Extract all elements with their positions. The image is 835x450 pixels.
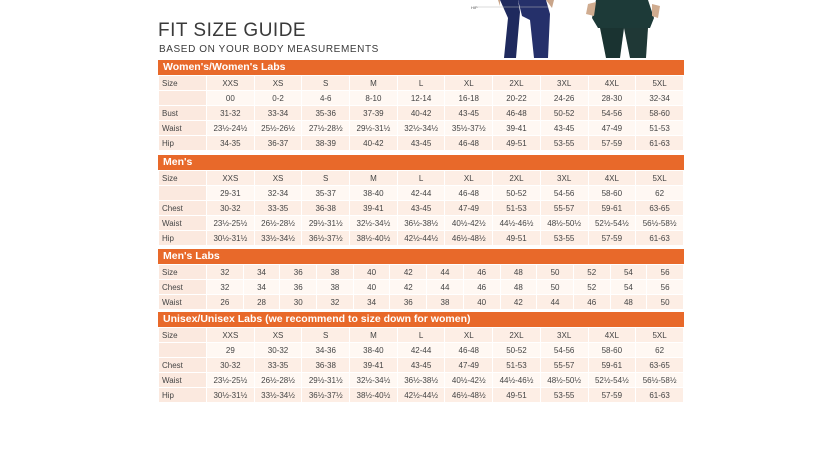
- row-label: Waist: [159, 121, 207, 136]
- table-cell: 51-53: [493, 358, 541, 373]
- table-cell: 42-44: [397, 343, 445, 358]
- row-label: Bust: [159, 106, 207, 121]
- table-cell: 56: [647, 280, 684, 295]
- table-cell: 53-55: [540, 231, 588, 246]
- row-label: Waist: [159, 216, 207, 231]
- table-cell: 56: [647, 265, 684, 280]
- table-cell: L: [397, 171, 445, 186]
- table-cell: 50: [537, 265, 574, 280]
- table-cell: 43-45: [397, 358, 445, 373]
- table-cell: 12-14: [397, 91, 445, 106]
- table-cell: 47-49: [445, 201, 493, 216]
- table-cell: 38½-40½: [350, 388, 398, 403]
- section-unisex: [158, 312, 684, 403]
- table-cell: 42-44: [397, 186, 445, 201]
- table-cell: 30½-31½: [207, 231, 255, 246]
- table-cell: 52½-54½: [588, 373, 636, 388]
- table-row: [159, 231, 684, 246]
- table-cell: 46-48: [445, 136, 493, 151]
- table-cell: 56½-58½: [636, 216, 684, 231]
- table-cell: 36-37: [254, 136, 302, 151]
- table-cell: 29-31: [207, 186, 255, 201]
- page-subtitle: BASED ON YOUR BODY MEASUREMENTS: [159, 44, 379, 55]
- table-cell: 32: [317, 295, 354, 310]
- table-cell: 58-60: [588, 186, 636, 201]
- table-cell: 43-45: [540, 121, 588, 136]
- row-label: Hip: [159, 136, 207, 151]
- row-label: Chest: [159, 201, 207, 216]
- table-cell: 34-36: [302, 343, 350, 358]
- table-cell: S: [302, 76, 350, 91]
- table-cell: 32-34: [636, 91, 684, 106]
- table-cell: 54-56: [540, 186, 588, 201]
- table-cell: 3XL: [540, 328, 588, 343]
- section-mens: [158, 155, 684, 246]
- table-cell: 39-41: [350, 201, 398, 216]
- row-label: Chest: [159, 280, 207, 295]
- section-banner: Men's Labs: [158, 249, 684, 264]
- table-cell: 50-52: [493, 186, 541, 201]
- table-cell: 30-32: [254, 343, 302, 358]
- table-cell: 61-63: [636, 388, 684, 403]
- table-cell: 44½-46½: [493, 216, 541, 231]
- size-table: [158, 75, 684, 151]
- row-label: Hip: [159, 388, 207, 403]
- table-cell: 34: [243, 265, 280, 280]
- table-cell: S: [302, 328, 350, 343]
- table-cell: 40½-42½: [445, 216, 493, 231]
- table-cell: 36: [280, 265, 317, 280]
- table-row: [159, 343, 684, 358]
- table-row: [159, 295, 684, 310]
- size-table: [158, 264, 684, 310]
- table-cell: 36-38: [302, 358, 350, 373]
- table-cell: 62: [636, 343, 684, 358]
- row-label: Waist: [159, 295, 207, 310]
- table-cell: 23½-25½: [207, 373, 255, 388]
- table-cell: 36½-38½: [397, 373, 445, 388]
- table-row: [159, 328, 684, 343]
- table-cell: 3XL: [540, 171, 588, 186]
- table-cell: 43-45: [397, 201, 445, 216]
- table-cell: 53-55: [540, 388, 588, 403]
- table-cell: 54-56: [588, 106, 636, 121]
- table-cell: 38: [317, 265, 354, 280]
- table-cell: 55-57: [540, 201, 588, 216]
- table-cell: 30½-31½: [207, 388, 255, 403]
- hip-marker-label: HIP: [471, 5, 478, 10]
- table-cell: 49-51: [493, 136, 541, 151]
- table-cell: M: [350, 328, 398, 343]
- table-cell: 58-60: [636, 106, 684, 121]
- page-title: FIT SIZE GUIDE: [158, 20, 307, 41]
- table-cell: 38: [317, 280, 354, 295]
- table-cell: XS: [254, 171, 302, 186]
- table-row: [159, 373, 684, 388]
- row-label: [159, 186, 207, 201]
- table-cell: 33½-34½: [254, 231, 302, 246]
- row-label: Waist: [159, 373, 207, 388]
- table-cell: 40: [463, 295, 500, 310]
- table-cell: 2XL: [493, 76, 541, 91]
- table-cell: 30-32: [207, 358, 255, 373]
- section-mens-labs: [158, 249, 684, 310]
- table-cell: 57-59: [588, 231, 636, 246]
- table-cell: 61-63: [636, 136, 684, 151]
- table-cell: M: [350, 76, 398, 91]
- table-cell: 40½-42½: [445, 373, 493, 388]
- size-table: [158, 170, 684, 246]
- row-label: Size: [159, 171, 207, 186]
- table-cell: 42: [390, 265, 427, 280]
- table-cell: 46½-48½: [445, 231, 493, 246]
- table-cell: 27½-28½: [302, 121, 350, 136]
- table-cell: 52: [573, 280, 610, 295]
- table-cell: 4XL: [588, 76, 636, 91]
- table-cell: 2XL: [493, 171, 541, 186]
- table-cell: 58-60: [588, 343, 636, 358]
- table-cell: 46½-48½: [445, 388, 493, 403]
- table-cell: 26½-28½: [254, 373, 302, 388]
- section-banner: Men's: [158, 155, 684, 170]
- table-cell: 43-45: [397, 136, 445, 151]
- table-cell: 0-2: [254, 91, 302, 106]
- table-cell: 46: [463, 280, 500, 295]
- table-cell: 26½-28½: [254, 216, 302, 231]
- table-cell: 32-34: [254, 186, 302, 201]
- table-cell: 48½-50½: [540, 373, 588, 388]
- table-cell: 38½-40½: [350, 231, 398, 246]
- table-cell: 52: [573, 265, 610, 280]
- table-cell: XS: [254, 76, 302, 91]
- table-cell: 54: [610, 280, 647, 295]
- table-cell: 51-53: [636, 121, 684, 136]
- table-cell: 54: [610, 265, 647, 280]
- table-row: [159, 216, 684, 231]
- table-cell: 32½-34½: [350, 216, 398, 231]
- table-cell: XL: [445, 328, 493, 343]
- table-cell: 49-51: [493, 231, 541, 246]
- table-cell: 36: [280, 280, 317, 295]
- table-cell: 44½-46½: [493, 373, 541, 388]
- table-cell: 30-32: [207, 201, 255, 216]
- table-cell: 4XL: [588, 328, 636, 343]
- table-cell: 16-18: [445, 91, 493, 106]
- table-cell: 34-35: [207, 136, 255, 151]
- table-cell: 30: [280, 295, 317, 310]
- row-label: Size: [159, 328, 207, 343]
- table-cell: 48: [500, 265, 537, 280]
- row-label: [159, 343, 207, 358]
- table-cell: 59-61: [588, 201, 636, 216]
- table-cell: 42½-44½: [397, 231, 445, 246]
- table-cell: 28-30: [588, 91, 636, 106]
- table-cell: 32: [207, 280, 244, 295]
- table-cell: 46: [573, 295, 610, 310]
- table-cell: 42½-44½: [397, 388, 445, 403]
- table-cell: 38-39: [302, 136, 350, 151]
- table-row: [159, 121, 684, 136]
- table-cell: 46: [463, 265, 500, 280]
- table-cell: 33-35: [254, 358, 302, 373]
- table-cell: 38-40: [350, 186, 398, 201]
- table-cell: 49-51: [493, 388, 541, 403]
- table-cell: L: [397, 328, 445, 343]
- table-cell: 28: [243, 295, 280, 310]
- table-cell: 50: [537, 280, 574, 295]
- table-cell: 53-55: [540, 136, 588, 151]
- table-cell: 52½-54½: [588, 216, 636, 231]
- table-cell: 34: [243, 280, 280, 295]
- table-row: [159, 358, 684, 373]
- table-cell: 31-32: [207, 106, 255, 121]
- size-table: [158, 327, 684, 403]
- table-cell: 50: [647, 295, 684, 310]
- table-cell: 51-53: [493, 201, 541, 216]
- table-cell: 00: [207, 91, 255, 106]
- table-cell: 40: [353, 280, 390, 295]
- table-cell: 48: [610, 295, 647, 310]
- table-cell: 61-63: [636, 231, 684, 246]
- table-cell: 55-57: [540, 358, 588, 373]
- table-cell: 46-48: [445, 343, 493, 358]
- table-row: [159, 171, 684, 186]
- table-cell: 29½-31½: [302, 373, 350, 388]
- table-row: [159, 91, 684, 106]
- table-cell: 63-65: [636, 358, 684, 373]
- table-cell: 46-48: [493, 106, 541, 121]
- table-cell: 40-42: [350, 136, 398, 151]
- section-womens: [158, 60, 684, 151]
- table-cell: S: [302, 171, 350, 186]
- table-row: [159, 186, 684, 201]
- table-cell: 38-40: [350, 343, 398, 358]
- table-cell: 36: [390, 295, 427, 310]
- table-cell: 56½-58½: [636, 373, 684, 388]
- table-cell: 23½-25½: [207, 216, 255, 231]
- row-label: Size: [159, 76, 207, 91]
- table-cell: 38: [427, 295, 464, 310]
- table-cell: 40: [353, 265, 390, 280]
- table-cell: XXS: [207, 76, 255, 91]
- table-cell: 4-6: [302, 91, 350, 106]
- table-cell: 26: [207, 295, 244, 310]
- table-cell: 29: [207, 343, 255, 358]
- table-cell: 57-59: [588, 388, 636, 403]
- table-cell: 5XL: [636, 76, 684, 91]
- table-cell: 29½-31½: [302, 216, 350, 231]
- table-cell: 63-65: [636, 201, 684, 216]
- table-row: [159, 201, 684, 216]
- table-cell: 39-41: [493, 121, 541, 136]
- table-cell: 2XL: [493, 328, 541, 343]
- table-cell: 35-37: [302, 186, 350, 201]
- table-cell: XL: [445, 171, 493, 186]
- section-banner: Women's/Women's Labs: [158, 60, 684, 75]
- table-cell: 36½-37½: [302, 388, 350, 403]
- table-cell: 42: [390, 280, 427, 295]
- table-cell: 44: [537, 295, 574, 310]
- table-cell: 37-39: [350, 106, 398, 121]
- table-row: [159, 136, 684, 151]
- table-cell: 33-34: [254, 106, 302, 121]
- table-cell: 57-59: [588, 136, 636, 151]
- row-label: Chest: [159, 358, 207, 373]
- table-cell: 36½-37½: [302, 231, 350, 246]
- table-cell: 32½-34½: [397, 121, 445, 136]
- table-cell: 20-22: [493, 91, 541, 106]
- table-cell: 40-42: [397, 106, 445, 121]
- table-cell: 32½-34½: [350, 373, 398, 388]
- models-photo: [478, 0, 678, 58]
- table-cell: XXS: [207, 171, 255, 186]
- table-cell: 44: [427, 280, 464, 295]
- table-row: [159, 280, 684, 295]
- table-cell: 50-52: [493, 343, 541, 358]
- table-cell: XXS: [207, 328, 255, 343]
- table-row: [159, 76, 684, 91]
- row-label: [159, 91, 207, 106]
- table-cell: 50-52: [540, 106, 588, 121]
- table-cell: 25½-26½: [254, 121, 302, 136]
- table-cell: 62: [636, 186, 684, 201]
- table-cell: 8-10: [350, 91, 398, 106]
- table-cell: M: [350, 171, 398, 186]
- table-cell: 32: [207, 265, 244, 280]
- table-cell: 46-48: [445, 186, 493, 201]
- table-cell: 47-49: [445, 358, 493, 373]
- table-cell: 36½-38½: [397, 216, 445, 231]
- table-cell: 33-35: [254, 201, 302, 216]
- table-cell: 47-49: [588, 121, 636, 136]
- table-cell: 5XL: [636, 328, 684, 343]
- table-cell: 42: [500, 295, 537, 310]
- table-cell: 44: [427, 265, 464, 280]
- table-cell: XL: [445, 76, 493, 91]
- table-cell: 24-26: [540, 91, 588, 106]
- table-cell: 29½-31½: [350, 121, 398, 136]
- table-cell: 35-36: [302, 106, 350, 121]
- table-cell: 39-41: [350, 358, 398, 373]
- table-cell: 5XL: [636, 171, 684, 186]
- table-cell: XS: [254, 328, 302, 343]
- table-cell: 36-38: [302, 201, 350, 216]
- row-label: Hip: [159, 231, 207, 246]
- table-cell: 3XL: [540, 76, 588, 91]
- table-cell: 35½-37½: [445, 121, 493, 136]
- table-cell: 43-45: [445, 106, 493, 121]
- table-cell: L: [397, 76, 445, 91]
- table-cell: 59-61: [588, 358, 636, 373]
- row-label: Size: [159, 265, 207, 280]
- table-row: [159, 106, 684, 121]
- table-cell: 33½-34½: [254, 388, 302, 403]
- table-row: [159, 265, 684, 280]
- table-cell: 23½-24½: [207, 121, 255, 136]
- table-row: [159, 388, 684, 403]
- section-banner: Unisex/Unisex Labs (we recommend to size down for women): [158, 312, 684, 327]
- table-cell: 48: [500, 280, 537, 295]
- table-cell: 48½-50½: [540, 216, 588, 231]
- table-cell: 54-56: [540, 343, 588, 358]
- table-cell: 4XL: [588, 171, 636, 186]
- table-cell: 34: [353, 295, 390, 310]
